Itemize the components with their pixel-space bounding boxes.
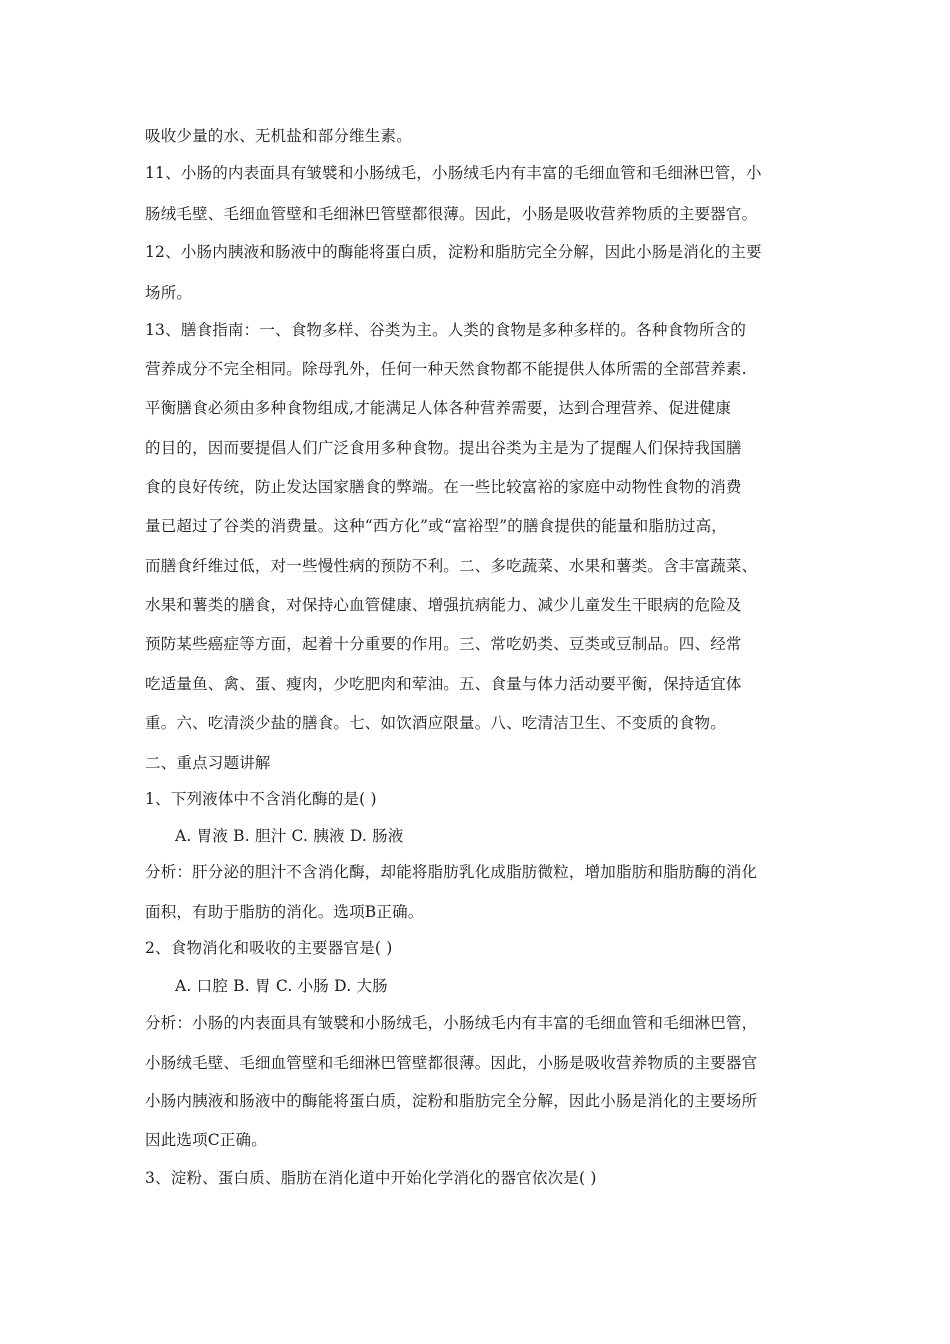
- text-line: 而膳食纤维过低，对一些慢性病的预防不利。二、多吃蔬菜、水果和薯类。含丰富蔬菜、: [145, 557, 758, 575]
- text-line: 13、膳食指南：一、食物多样、谷类为主。人类的食物是多种多样的。各种食物所含的: [145, 321, 747, 339]
- text-line: 肠绒毛壁、毛细血管壁和毛细淋巴管壁都很薄。因此，小肠是吸收营养物质的主要器官。: [145, 205, 758, 223]
- text-line: 营养成分不完全相同。除母乳外，任何一种天然食物都不能提供人体所需的全部营养素.: [145, 360, 747, 378]
- text-line: 预防某些癌症等方面，起着十分重要的作用。三、常吃奶类、豆类或豆制品。四、经常: [145, 635, 742, 653]
- text-line: 平衡膳食必须由多种食物组成,才能满足人体各种营养需要，达到合理营养、促进健康: [145, 399, 732, 417]
- analysis-2: 分析：小肠的内表面具有皱襞和小肠绒毛，小肠绒毛内有丰富的毛细血管和毛细淋巴管，: [145, 1014, 758, 1032]
- text-line: 量已超过了谷类的消费量。这种“西方化”或“富裕型”的膳食提供的能量和脂肪过高，: [145, 517, 727, 535]
- analysis-2: 小肠绒毛壁、毛细血管壁和毛细淋巴管壁都很薄。因此，小肠是吸收营养物质的主要器官: [145, 1054, 758, 1072]
- text-line: 吃适量鱼、禽、蛋、瘦肉，少吃肥肉和荤油。五、食量与体力活动要平衡，保持适宜体: [145, 675, 742, 693]
- analysis-2: 小肠内胰液和肠液中的酶能将蛋白质，淀粉和脂肪完全分解，因此小肠是消化的主要场所: [145, 1092, 758, 1110]
- question-2-options: A. 口腔 B. 胃 C. 小肠 D. 大肠: [175, 977, 388, 995]
- text-line: 水果和薯类的膳食，对保持心血管健康、增强抗病能力、减少儿童发生干眼病的危险及: [145, 596, 742, 614]
- question-1: 1、下列液体中不含消化酶的是( ): [145, 790, 377, 808]
- section-heading: 二、重点习题讲解: [145, 754, 271, 772]
- analysis-1: 分析：肝分泌的胆汁不含消化酶，却能将脂肪乳化成脂肪微粒，增加脂肪和脂肪酶的消化: [145, 863, 758, 881]
- text-line: 食的良好传统，防止发达国家膳食的弊端。在一些比较富裕的家庭中动物性食物的消费: [145, 478, 742, 496]
- text-line: 12、小肠内胰液和肠液中的酶能将蛋白质，淀粉和脂肪完全分解，因此小肠是消化的主要: [145, 243, 762, 261]
- text-line: 场所。: [145, 284, 193, 302]
- analysis-1: 面积，有助于脂肪的消化。选项B正确。: [145, 903, 424, 921]
- text-line: 重。六、吃清淡少盐的膳食。七、如饮酒应限量。八、吃清洁卫生、不变质的食物。: [145, 714, 726, 732]
- question-1-options: A. 胃液 B. 胆汁 C. 胰液 D. 肠液: [175, 827, 404, 845]
- text-line: 11、小肠的内表面具有皱襞和小肠绒毛，小肠绒毛内有丰富的毛细血管和毛细淋巴管，小: [145, 164, 762, 182]
- question-2: 2、食物消化和吸收的主要器官是( ): [145, 939, 393, 957]
- text-line: 吸收少量的水、无机盐和部分维生素。: [145, 127, 412, 145]
- analysis-2: 因此选项C正确。: [145, 1131, 267, 1149]
- question-3: 3、淀粉、蛋白质、脂肪在消化道中开始化学消化的器官依次是( ): [145, 1169, 597, 1187]
- text-line: 的目的，因而要提倡人们广泛食用多种食物。提出谷类为主是为了提醒人们保持我国膳: [145, 439, 742, 457]
